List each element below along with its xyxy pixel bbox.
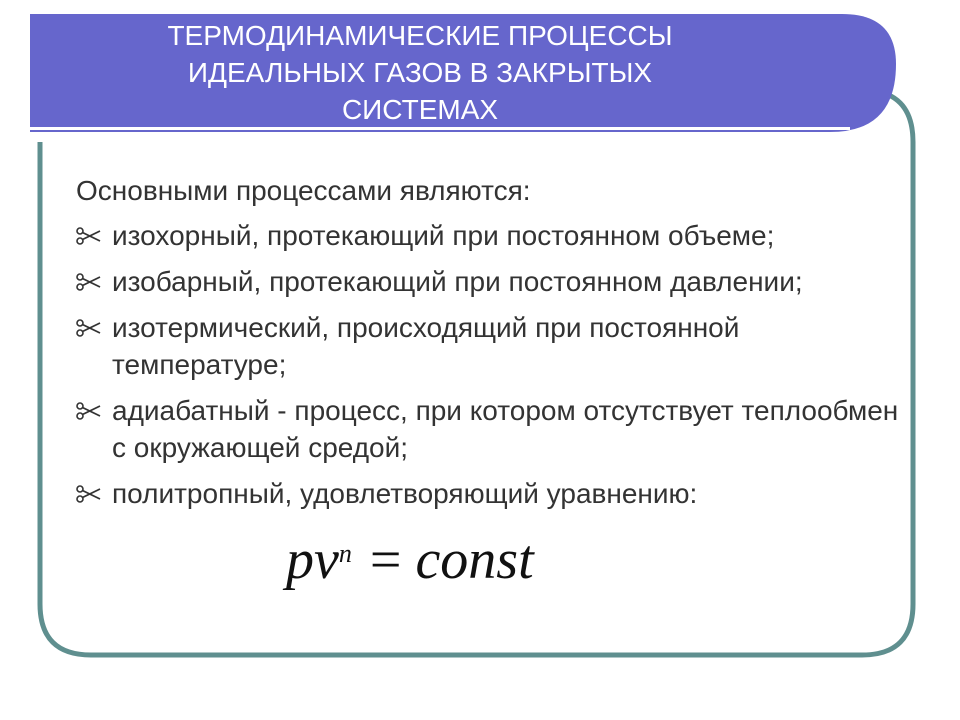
formula-exponent: n xyxy=(338,539,352,568)
item-text: изобарный, протекающий при постоянном давлении; xyxy=(112,266,803,297)
formula-equals: = xyxy=(369,529,402,591)
scissors-icon xyxy=(76,272,102,292)
item-text: политропный, удовлетворяющий уравнению: xyxy=(112,478,698,509)
item-text: адиабатный - процесс, при котором отсутствует теплообмен с окружающей средой; xyxy=(112,395,899,463)
polytropic-formula xyxy=(286,530,534,590)
scissors-icon xyxy=(76,484,102,504)
intro-text: Основными процессами являются: xyxy=(76,175,531,206)
title-line-1: ТЕРМОДИНАМИЧЕСКИЕ ПРОЦЕССЫ xyxy=(167,19,673,51)
item-text: изохорный, протекающий при постоянном объеме; xyxy=(112,220,775,251)
list-item xyxy=(76,217,916,254)
formula-rhs: const xyxy=(415,529,534,591)
slide-body xyxy=(76,172,916,521)
list-item xyxy=(76,392,916,466)
slide-title xyxy=(30,14,810,130)
title-line-2: ИДЕАЛЬНЫХ ГАЗОВ В ЗАКРЫТЫХ xyxy=(187,56,653,88)
list-item xyxy=(76,309,916,383)
scissors-icon xyxy=(76,318,102,338)
list-item xyxy=(76,475,916,512)
scissors-icon xyxy=(76,226,102,246)
formula-base: pv xyxy=(286,529,339,591)
scissors-icon xyxy=(76,401,102,421)
list-item xyxy=(76,263,916,300)
title-line-3: СИСТЕМАХ xyxy=(341,93,499,125)
item-text: изотермический, происходящий при постоянной температуре; xyxy=(112,312,740,380)
